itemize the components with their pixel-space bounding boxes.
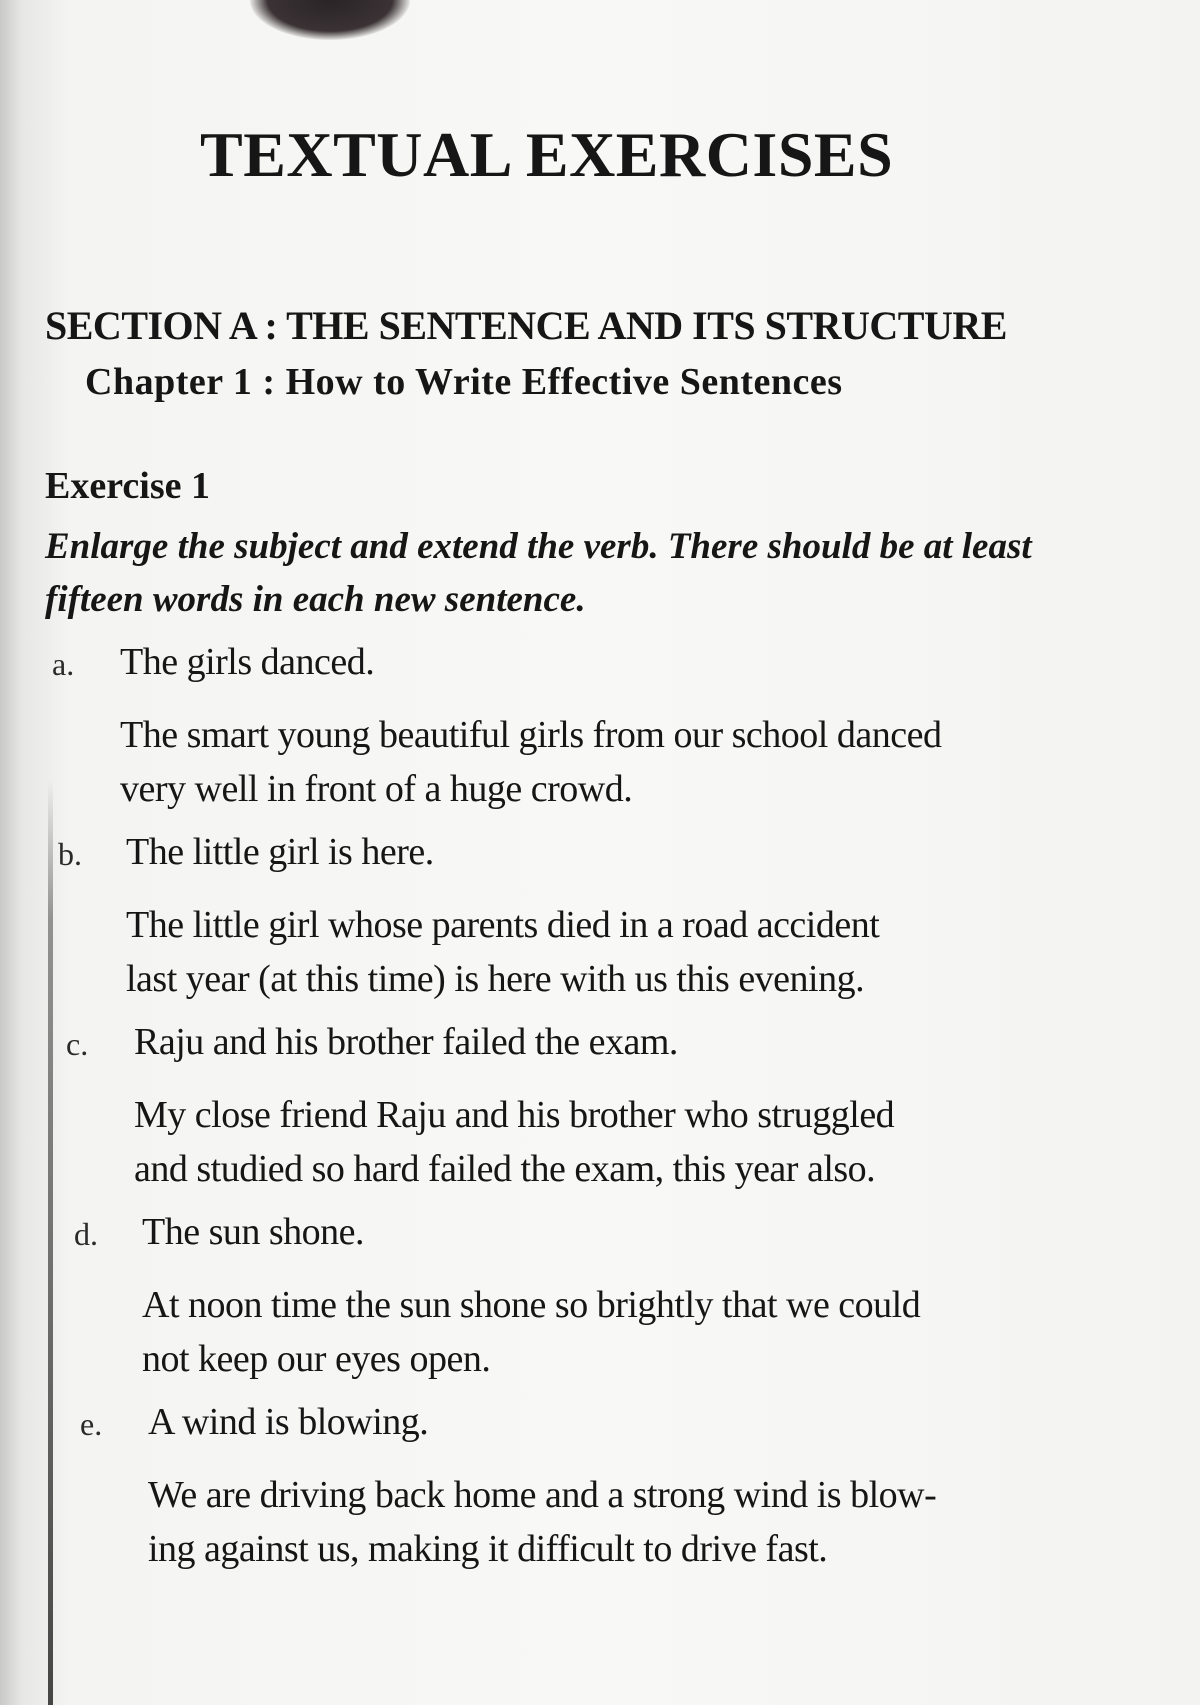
answer-line: ing against us, making it difficult to drive fast. [148, 1528, 828, 1570]
item-letter: c. [66, 1026, 89, 1062]
item-answer [126, 898, 1086, 1006]
item-answer [120, 708, 1080, 816]
exercise-instructions: Enlarge the subject and extend the verb. There should be at least fifteen words in each new sentence. [45, 526, 1032, 620]
answer-line: and studied so hard failed the exam, this year also. [134, 1148, 876, 1190]
item-letter: e. [80, 1406, 103, 1442]
item-letter: b. [58, 836, 82, 872]
item-letter: a. [52, 646, 75, 682]
item-sentence: A wind is blowing. [148, 1401, 429, 1443]
item-sentence: The sun shone. [142, 1211, 365, 1253]
answer-line: The smart young beautiful girls from our school danced [120, 714, 942, 756]
answer-line: We are driving back home and a strong wind is blow- [148, 1474, 937, 1516]
item-answer [134, 1088, 1094, 1196]
item-letter: d. [74, 1216, 98, 1252]
item-sentence: Raju and his brother failed the exam. [134, 1021, 678, 1063]
answer-line: last year (at this time) is here with us this evening. [126, 958, 865, 1000]
exercise-title: Exercise 1 [45, 465, 210, 507]
item-sentence: The girls danced. [120, 641, 375, 683]
answer-line: The little girl whose parents died in a road accident [126, 904, 880, 946]
answer-line: very well in front of a huge crowd. [120, 768, 633, 810]
item-sentence: The little girl is here. [126, 831, 434, 873]
answer-line: not keep our eyes open. [142, 1338, 491, 1380]
page-title: TEXTUAL EXERCISES [200, 119, 894, 190]
section-heading: SECTION A : THE SENTENCE AND ITS STRUCTURE [45, 303, 1007, 348]
item-answer [148, 1468, 1108, 1576]
chapter-heading: Chapter 1 : How to Write Effective Sentences [85, 361, 843, 403]
answer-line: At noon time the sun shone so brightly that we could [142, 1284, 921, 1326]
item-answer [142, 1278, 1102, 1386]
answer-line: My close friend Raju and his brother who struggled [134, 1094, 895, 1136]
